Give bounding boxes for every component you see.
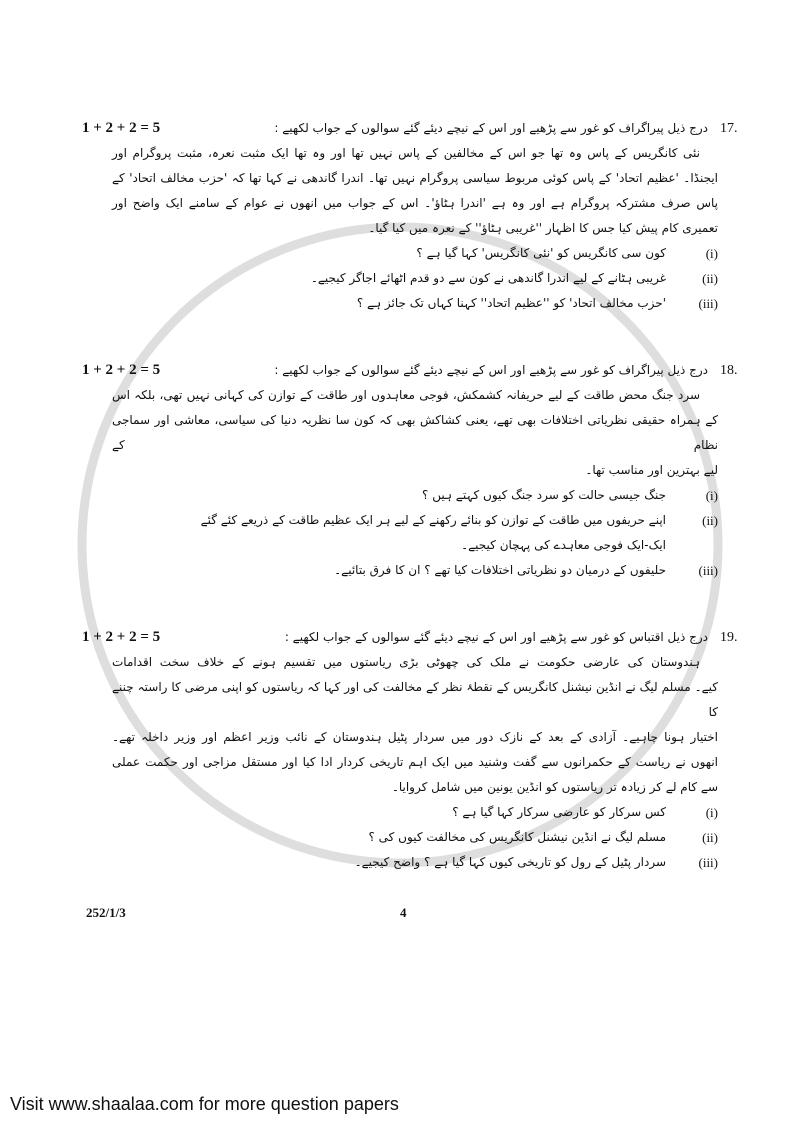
question-number: 17. [720,121,738,136]
sub-question-body [112,800,678,825]
question-instruction: درج ذیل پیراگراف کو غور سے پڑھیے اور اس کے نیچے دیئے گئے سوالوں کے جواب لکھیے : [274,363,708,377]
sub-question-body [112,483,678,508]
sub-question-text: حلیفوں کے درمیان دو نظریاتی اختلافات کیا تھے ؟ ان کا فرق بتائیے۔ [334,563,666,577]
question-instruction: درج ذیل پیراگراف کو غور سے پڑھیے اور اس کے نیچے دیئے گئے سوالوں کے جواب لکھیے : [274,121,708,135]
question-number: 18. [720,363,738,378]
sub-question-text: کس سرکار کو عارضی سرکار کہا گیا ہے ؟ [452,805,666,819]
sub-question-label: (i) [705,805,718,820]
passage [112,141,718,241]
sub-question [82,850,718,875]
sub-question-text: غریبی ہٹانے کے لیے اندرا گاندھی نے کون سے دو قدم اٹھائے اجاگر کیجیے۔ [310,271,666,285]
sub-question-body [112,825,678,850]
passage [112,383,718,483]
paragraph-line: تعمیری کام پیش کیا جس کا اظہار ''غریبی ہٹاؤ'' کے نعرہ میں کیا گیا۔ [368,221,718,235]
sub-question-label: (ii) [702,271,718,286]
sub-question-label: (i) [705,488,718,503]
sub-question-body [112,558,678,583]
sub-question-body [112,241,678,266]
sub-question-body [112,850,678,875]
question-header [82,116,748,141]
visit-banner-link[interactable]: Visit www.shaalaa.com for more question papers [10,1094,399,1114]
question-block [82,116,748,316]
sub-question-body [112,266,678,291]
page-number: 4 [400,905,407,920]
sub-question-text: کون سی کانگریس کو 'نئی کانگریس' کہا گیا ہے ؟ [416,246,666,260]
sub-question-text: 'حزب مخالف اتحاد' کو ''عظیم اتحاد'' کہنا کہاں تک جائز ہے ؟ [356,296,666,310]
sub-question-label: (iii) [698,296,718,311]
sub-question [82,291,718,316]
sub-question-label: (iii) [698,563,718,578]
paragraph-line: پاس صرف مشترکہ پروگرام ہے اور وہ ہے 'اندرا ہٹاؤ'۔ اس کے جواب میں انھوں نے عوام کے سامنے ایک واضح اور [112,196,718,210]
sub-question-text: سردار پٹیل کے رول کو تاریخی کیوں کہا گیا ہے ؟ واضح کیجیے۔ [354,855,666,869]
question-block [82,358,748,583]
marks-allocation: 1 + 2 + 2 = 5 [82,362,161,378]
paragraph-line: ایجنڈا۔ 'عظیم اتحاد' کے پاس کوئی مربوط سیاسی پروگرام نہیں تھا۔ اندرا گاندھی نے کہا تھا کہ 'حزب مخالف اتحاد' کے [112,171,718,185]
sub-question [82,558,718,583]
question-number: 19. [720,630,738,645]
paragraph-line: انھوں نے ریاست کے حکمرانوں سے گفت وشنید میں ایک اہم تاریخی کردار ادا کیا اور مستقل مزاجی اور حکمت عملی [112,755,718,769]
marks-allocation: 1 + 2 + 2 = 5 [82,120,161,136]
sub-question [82,508,718,558]
sub-question-text: ایک-ایک فوجی معاہدے کی پہچان کیجیے۔ [461,538,666,552]
paragraph-line: سے کام لے کر زیادہ تر ریاستوں کو انڈین یونین میں شامل کروایا۔ [391,780,718,794]
paragraph-line: ہندوستان کی عارضی حکومت نے ملک کی چھوٹی بڑی ریاستوں میں تقسیم ہونے کے خلاف سخت اقدامات [112,655,700,669]
sub-question-label: (ii) [702,830,718,845]
sub-question [82,825,718,850]
sub-question-text: مسلم لیگ نے انڈین نیشنل کانگریس کی مخالفت کیوں کی ؟ [368,830,666,844]
sub-question [82,483,718,508]
passage [112,650,718,800]
question-paper [82,116,748,925]
question-instruction: درج ذیل اقتباس کو غور سے پڑھیے اور اس کے نیچے دیئے گئے سوالوں کے جواب لکھیے : [284,630,708,644]
question-header [82,358,748,383]
sub-question [82,800,718,825]
paragraph-line: سرد جنگ محض طاقت کے لیے حریفانہ کشمکش، فوجی معاہدوں اور طاقت کے توازن کی کہانی نہیں تھی، بلکہ اس [112,388,700,402]
sub-question-label: (i) [705,246,718,261]
sub-question-text: جنگ جیسی حالت کو سرد جنگ کیوں کہتے ہیں ؟ [422,488,666,502]
paragraph-line: کیے۔ مسلم لیگ نے انڈین نیشنل کانگریس کے نقطۂ نظر کے مخالفت کی اور کہا کہ ریاستوں کو اپنی مرضی کا راستہ چننے کا [112,680,718,719]
question-header [82,625,748,650]
paragraph-line: کے ہمراہ حقیقی نظریاتی اختلافات بھی تھے، یعنی کشاکش بھی کہ کون سا نظریہ دنیا کی سیاسی، معاشی اور سماجی نظام کے [112,413,718,452]
sub-question-label: (ii) [702,513,718,528]
paragraph-line: لیے بہترین اور مناسب تھا۔ [585,463,718,477]
sub-question-body [112,508,678,558]
sub-question-label: (iii) [698,855,718,870]
paper-code: 252/1/3 [86,905,126,920]
page-footer [82,903,748,925]
marks-allocation: 1 + 2 + 2 = 5 [82,629,161,645]
paragraph-line: نئی کانگریس کے پاس وہ تھا جو اس کے مخالفین کے پاس نہیں تھا اور وہ تھا ایک مثبت نعرہ، مثبت پروگرام اور [112,146,700,160]
paragraph-line: اختیار ہونا چاہیے۔ آزادی کے بعد کے نازک دور میں سردار پٹیل ہندوستان کے نائب وزیر اعظم اور وزیر داخلہ تھے۔ [112,730,718,744]
sub-question-text: اپنے حریفوں میں طاقت کے توازن کو بنائے رکھنے کے لیے ہر ایک عظیم طاقت کے ذریعے کئے گئے [200,513,666,527]
question-block [82,625,748,875]
sub-question [82,266,718,291]
sub-question [82,241,718,266]
sub-question-body [112,291,678,316]
